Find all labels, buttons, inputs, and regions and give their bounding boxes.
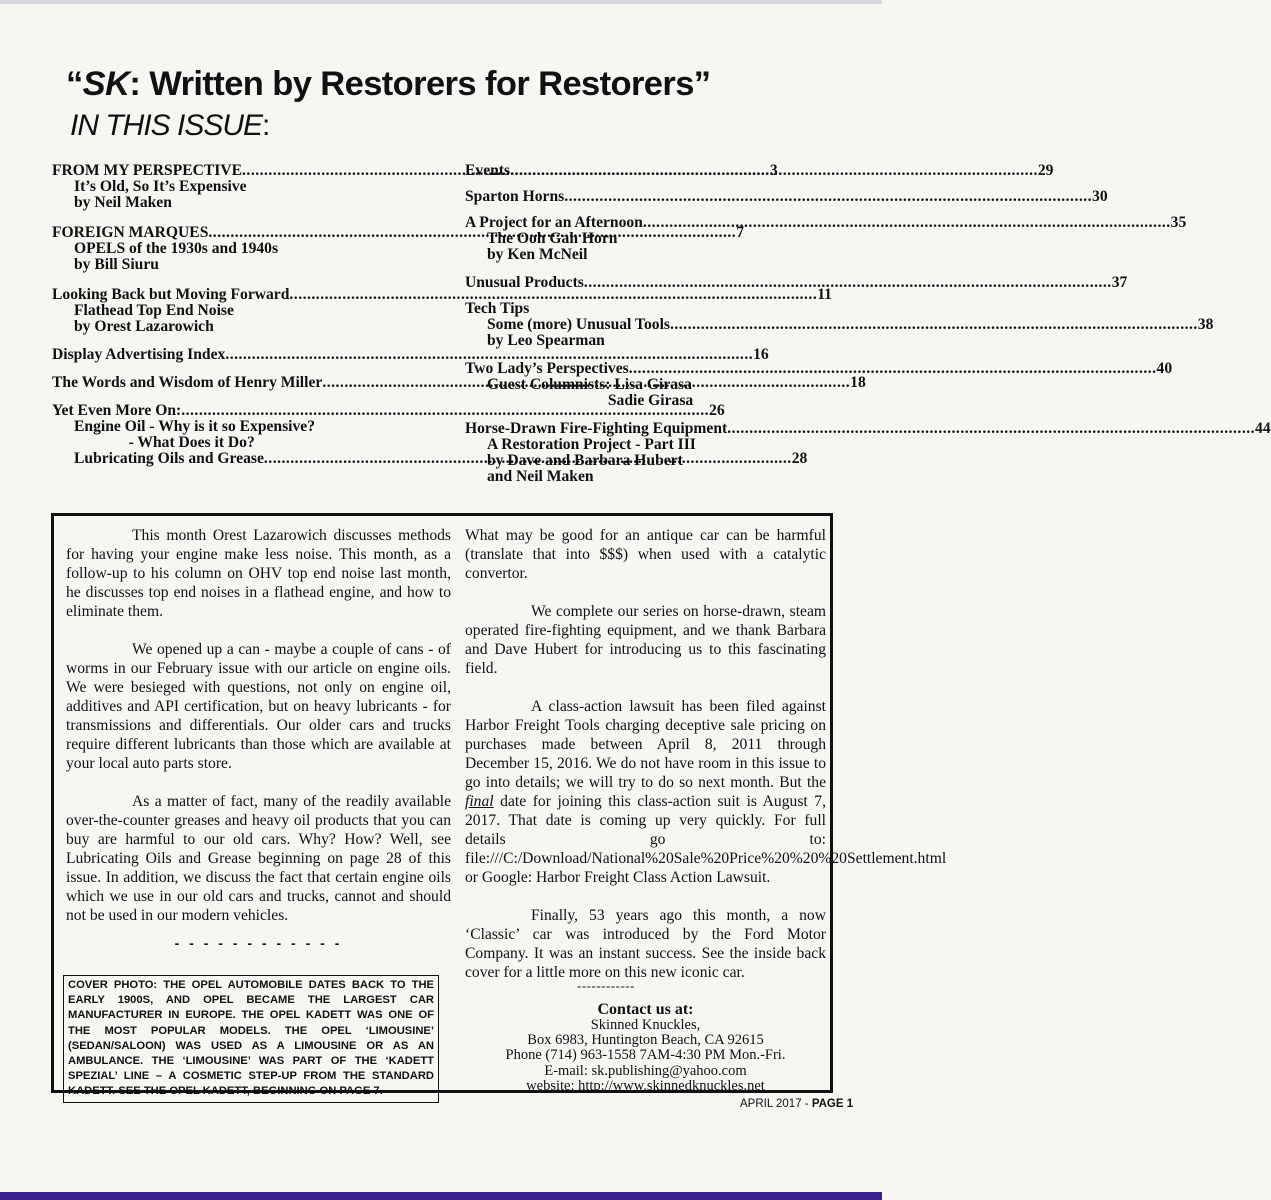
toc-page-number: 37 <box>1111 274 1128 291</box>
toc-entry-line[interactable] <box>465 420 1271 437</box>
toc-title: Display Advertising Index <box>52 346 226 363</box>
toc-page-number: 30 <box>1092 188 1108 205</box>
editorial-box <box>51 513 947 1098</box>
contact-website[interactable]: website: http://www.skinnedknuckles.net <box>526 1077 765 1094</box>
toc-subtitle: by Neil Maken <box>74 194 172 211</box>
toc-page-number: 29 <box>1037 162 1054 179</box>
toc-leader-dots <box>510 163 1038 179</box>
editorial-paragraph: As a matter of fact, many of the readily available over-the-counter greases and heavy oil products that you can buy are harmful to our old cars. Why? How? Well, see Lubricating Oils and Grease beginning on page 28 of this issue. In addition, we discuss the fact that certain engine oils which we use in our old cars and trucks, cannot and should not be used in our modern vehicles. <box>66 793 451 924</box>
toc-item <box>465 274 1128 291</box>
toc-leader-dots <box>643 215 1171 231</box>
toc-page-number: 11 <box>817 286 832 303</box>
toc-subtitle: by Orest Lazarowich <box>74 318 214 335</box>
contact-phone: Phone (714) 963-1558 7AM-4:30 PM Mon.-Fri. <box>505 1047 786 1064</box>
toc-title: Sparton Horns <box>465 188 565 205</box>
toc-subtitle: by Ken McNeil <box>487 246 588 263</box>
toc-title: Looking Back but Moving Forward <box>52 286 290 303</box>
page-bottom-band <box>0 1192 882 1200</box>
toc-page-number: 40 <box>1156 360 1173 377</box>
lawsuit-text-cont: date for joining this class-action suit is August 7, 2017. That date is coming up very quickly. For full details go to: file:///C:/Download/National%20Sale%20Price%20%20%20Settlement.html or Google: Harbor Freight Class Action Lawsuit. <box>465 793 947 886</box>
toc-page-number: 7 <box>736 224 744 241</box>
cover-photo-caption: COVER PHOTO: THE OPEL AUTOMOBILE DATES BACK TO THE EARLY 1900S, AND OPEL BECAME THE LARGEST CAR MANUFACTURER IN EUROPE. THE OPEL KADETT WAS ONE OF THE MOST POPULAR MODELS. THE OPEL ‘LIMOUSINE’ (SEDAN/SALOON) WAS USED AS A LIMOUSINE OR AS AN AMBULANCE. THE ‘LIMOUSINE’ WAS PART OF THE ‘KADETT SPEZIAL’ LINE – A COSMETIC STEP-UP FROM THE STANDARD KADETT. SEE THE OPEL KADETT, BEGINNING ON PAGE 7. <box>63 975 439 1103</box>
toc-subtitle: and Neil Maken <box>487 468 594 485</box>
toc-subtitle: A Restoration Project - Part III <box>487 436 696 453</box>
toc-item <box>465 162 1054 179</box>
toc-title: A Project for an Afternoon <box>465 214 643 231</box>
toc-leader-dots <box>564 189 1092 205</box>
page-footer <box>740 1098 853 1110</box>
toc-entry-line[interactable] <box>52 402 725 419</box>
toc-subtitle: Engine Oil - Why is it so Expensive? <box>74 418 316 435</box>
contact-block <box>465 1001 826 1094</box>
sk-abbrev: SK <box>82 65 130 103</box>
toc-entry-line[interactable] <box>465 188 1108 205</box>
toc-title: Some (more) Unusual Tools <box>487 316 670 333</box>
contact-email[interactable]: E-mail: sk.publishing@yahoo.com <box>544 1062 747 1079</box>
contact-title: Contact us at: <box>597 1001 694 1018</box>
toc-entry-line[interactable] <box>465 214 1187 231</box>
subtitle-colon: : <box>262 109 270 142</box>
page-number: PAGE 1 <box>811 1098 854 1110</box>
toc-item <box>52 346 769 363</box>
toc-entry-line[interactable] <box>465 316 1214 333</box>
toc-subtitle: by Leo Spearman <box>487 332 605 349</box>
toc-title: Tech Tips <box>465 300 530 317</box>
contact-name: Skinned Knuckles, <box>590 1017 701 1033</box>
toc-title: Yet Even More On: <box>52 402 182 419</box>
small-separator: ------------ <box>577 978 635 993</box>
toc-subtitle: OPELS of the 1930s and 1940s <box>74 240 279 257</box>
toc-entry-line[interactable] <box>465 274 1128 291</box>
toc-subtitle: Flathead Top End Noise <box>74 302 234 319</box>
in-this-issue-heading <box>70 108 269 144</box>
page-top-edge <box>0 0 882 4</box>
editorial-right-column <box>465 526 947 993</box>
issue-date: APRIL 2017 - <box>740 1098 812 1110</box>
toc-title: Events <box>465 162 511 179</box>
toc-entry-line[interactable] <box>465 162 1054 179</box>
emphasis-final: final <box>465 793 494 810</box>
editorial-paragraph: What may be good for an antique car can be harmful (translate that into $$$) when used with a catalytic convertor. <box>465 527 826 582</box>
toc-entry-line[interactable] <box>465 301 825 317</box>
toc-entry-line[interactable] <box>465 360 1173 377</box>
editorial-paragraph: We complete our series on horse-drawn, steam operated fire-fighting equipment, and we thank Barbara and Dave Hubert for introducing us to this fascinating field. <box>465 603 826 677</box>
editorial-paragraph: Finally, 53 years ago this month, a now ‘Classic’ car was introduced by the Ford Motor Company. It was an instant success. See the inside back cover for a little more on this new iconic car. <box>465 907 826 981</box>
toc-leader-dots <box>629 361 1157 377</box>
subtitle-text: IN THIS ISSUE <box>70 109 263 142</box>
toc-title: Two Lady’s Perspectives <box>465 360 629 377</box>
contact-address: Box 6983, Huntington Beach, CA 92615 <box>527 1032 764 1049</box>
tagline-text: : Written by Restorers for Restorers” <box>129 65 711 103</box>
toc-page-number: 26 <box>709 402 725 419</box>
section-separator: - - - - - - - - - - - - <box>174 935 343 951</box>
toc-subtitle: by Dave and Barbara Hubert <box>487 452 683 469</box>
editorial-paragraph: This month Orest Lazarowich discusses methods for having your engine make less noise. This month, as a follow-up to his column on OHV top end noise last month, he discusses top end noises in a flathead engine, and how to eliminate them. <box>66 527 451 620</box>
toc-subtitle: The Ooh Gah Horn <box>487 230 618 247</box>
toc-entry-line[interactable] <box>52 346 769 363</box>
toc-entry-line[interactable] <box>52 286 832 303</box>
toc-title: Lubricating Oils and Grease <box>74 450 264 467</box>
toc-leader-dots <box>727 421 1255 437</box>
toc-page-number: 3 <box>769 162 778 179</box>
toc-leader-dots <box>584 275 1112 291</box>
editorial-paragraph: We opened up a can - maybe a couple of cans - of worms in our February issue with our article on engine oils. We were besieged with questions, not only on engine oil, additives and API certification, but on heavy lubricants - for transmissions and differentials. Our older cars and trucks require different lubricants than those which are available at your local auto parts store. <box>66 641 451 772</box>
toc-title: Horse-Drawn Fire-Fighting Equipment <box>465 420 728 437</box>
toc-subtitle: - What Does it Do? <box>74 434 255 451</box>
toc-subtitle: Sadie Girasa <box>487 392 694 409</box>
toc-title: FOREIGN MARQUES <box>52 224 209 241</box>
masthead-tagline <box>66 64 846 104</box>
editorial-paragraph <box>465 697 947 887</box>
toc-title: Unusual Products <box>465 274 584 291</box>
toc-subtitle: by Bill Siuru <box>74 256 159 273</box>
toc-page-number: 28 <box>791 450 808 467</box>
open-quote: “ <box>66 65 83 103</box>
toc-page-number: 44 <box>1255 420 1271 437</box>
lawsuit-text: A class-action lawsuit has been filed against Harbor Freight Tools charging deceptive sale pricing on purchases made between April 8, 2011 through December 15, 2016. We do not have room in this issue to go into details; we will try to do so next month. But the <box>465 698 826 791</box>
toc-title: FROM MY PERSPECTIVE <box>52 162 243 179</box>
toc-item <box>465 188 1108 205</box>
toc-subtitle: Guest Columnists: Lisa Girasa <box>487 376 692 393</box>
toc-title: The Words and Wisdom of Henry Miller <box>52 374 323 391</box>
toc-leader-dots <box>670 317 1198 333</box>
toc-item <box>465 300 1214 349</box>
toc-page-number: 38 <box>1197 316 1214 333</box>
toc-page-number: 35 <box>1170 214 1187 231</box>
editorial-left-column <box>66 526 451 958</box>
toc-item <box>465 420 1271 485</box>
toc-item <box>465 214 1187 263</box>
toc-subtitle: It’s Old, So It’s Expensive <box>74 178 247 195</box>
toc-page-number: 18 <box>850 374 866 391</box>
toc-page-number: 16 <box>753 346 769 363</box>
